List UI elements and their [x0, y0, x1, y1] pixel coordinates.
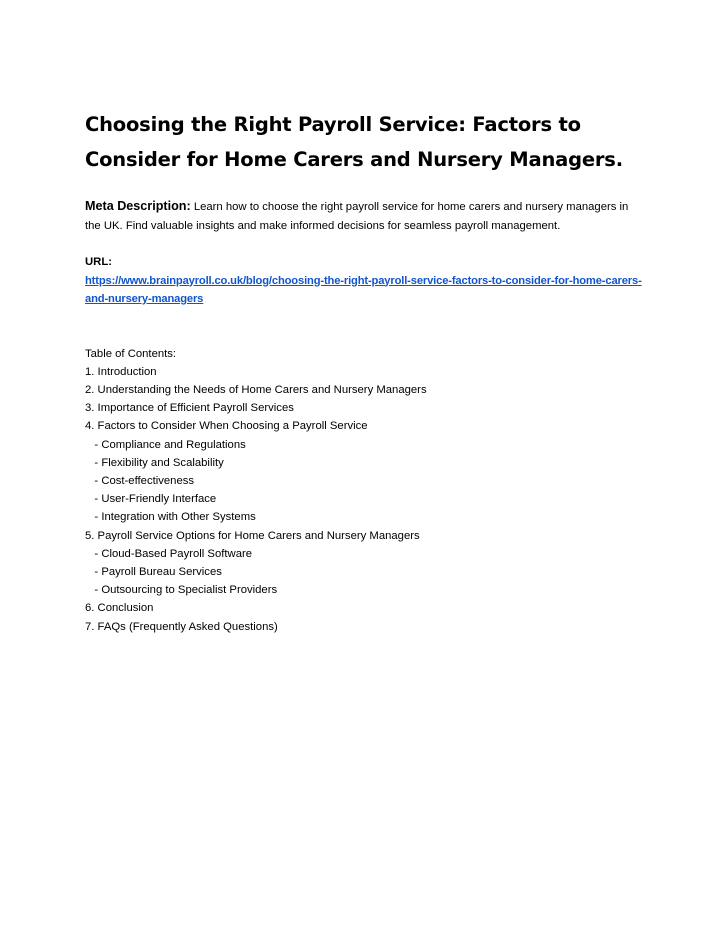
toc-item: 6. Conclusion	[85, 602, 154, 615]
toc-subitem: - Cost-effectiveness	[85, 474, 195, 487]
toc-item: 2. Understanding the Needs of Home Carers and Nursery Managers	[85, 383, 427, 396]
meta-description-text: Learn how to choose the right payroll service for home carers and nursery managers in the UK. Find valuable insights and make informed decisions for seamless payroll management.	[85, 201, 629, 232]
toc-item: 4. Factors to Consider When Choosing a Payroll Service	[85, 420, 368, 433]
toc-subitem: - User-Friendly Interface	[85, 493, 217, 506]
toc-subitem: - Integration with Other Systems	[85, 511, 256, 524]
url-section	[85, 253, 645, 309]
toc-subitem: - Compliance and Regulations	[85, 438, 246, 451]
url-label: URL:	[85, 256, 112, 268]
page-title: Choosing the Right Payroll Service: Factors to Consider for Home Carers and Nursery Managers.	[85, 113, 623, 171]
toc-subitem: - Outsourcing to Specialist Providers	[85, 584, 278, 597]
table-of-contents	[85, 345, 645, 636]
toc-subitem: - Flexibility and Scalability	[85, 456, 224, 469]
document-page	[85, 107, 645, 636]
toc-subitem: - Cloud-Based Payroll Software	[85, 547, 253, 560]
toc-subitem: - Payroll Bureau Services	[85, 565, 222, 578]
meta-description-label: Meta Description:	[85, 199, 191, 213]
toc-item: 7. FAQs (Frequently Asked Questions)	[85, 620, 278, 633]
toc-item: 5. Payroll Service Options for Home Carers and Nursery Managers	[85, 529, 420, 542]
toc-item: 1. Introduction	[85, 365, 157, 378]
url-link[interactable]: https://www.brainpayroll.co.uk/blog/choosing-the-right-payroll-service-factors-to-consider-for-home-carers-and-nursery-managers	[85, 274, 642, 305]
toc-item: 3. Importance of Efficient Payroll Services	[85, 402, 294, 415]
toc-heading: Table of Contents:	[85, 347, 177, 360]
meta-description	[85, 197, 645, 235]
